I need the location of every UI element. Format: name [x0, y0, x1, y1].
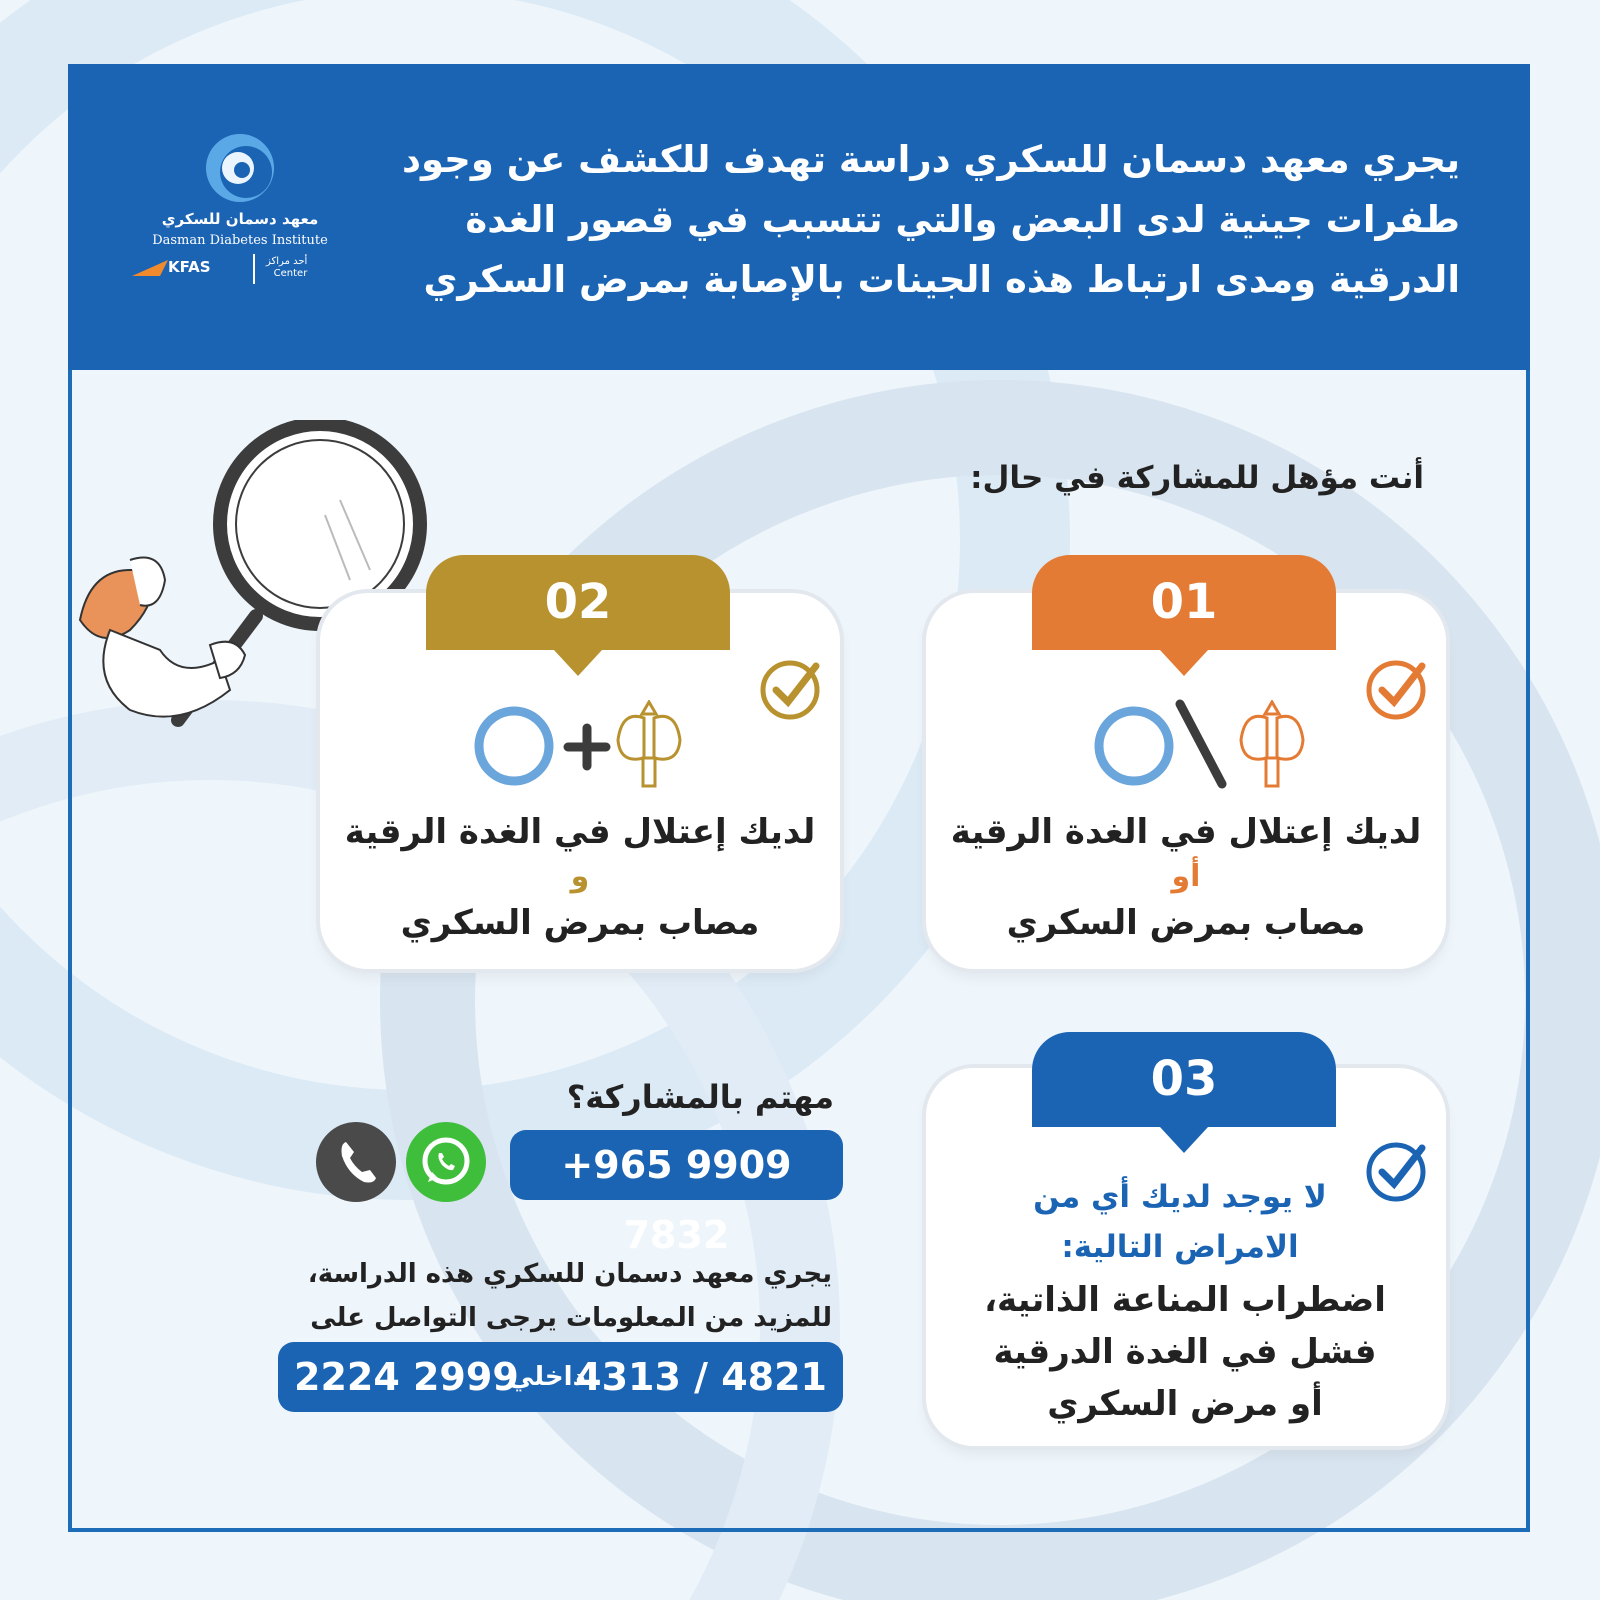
- study-headline: يجري معهد دسمان للسكري دراسة تهدف للكشف عن وجود طفرات جينية لدى البعض والتي تتسبب في قصور الغدة الدرقية ومدى ارتباط هذه الجينات بالإصابة بمرض السكري: [402, 138, 1460, 301]
- slash-icon: [1172, 696, 1232, 796]
- whatsapp-icon[interactable]: [406, 1122, 486, 1202]
- logo-center-en: Center: [273, 268, 308, 279]
- eligibility-title: أنت مؤهل للمشاركة في حال:: [970, 460, 1424, 496]
- card-01-text: [946, 808, 1426, 948]
- institute-logo: [140, 130, 340, 310]
- card-03-number: 03: [1150, 1051, 1218, 1107]
- logo-center-ar: أحد مراكز: [266, 256, 308, 267]
- kfas-label: KFAS: [168, 258, 211, 276]
- card-01-connector: أو: [1171, 859, 1201, 894]
- landline-pill[interactable]: [278, 1342, 843, 1412]
- diabetes-ring-icon: [1090, 700, 1180, 790]
- whatsapp-glyph-icon: [406, 1122, 486, 1202]
- contact-info: يجري معهد دسمان للسكري هذه الدراسة، للمزيد من المعلومات يرجى التواصل على: [307, 1259, 832, 1333]
- card-01-number: 01: [1150, 574, 1218, 630]
- thyroid-icon: [1237, 700, 1307, 790]
- kfas-wing-icon: [130, 258, 170, 280]
- logo-english-name: Dasman Diabetes Institute: [152, 233, 328, 248]
- card-02-tab: [426, 555, 730, 650]
- card-02-text: [340, 808, 820, 948]
- extension-numbers: 4313 / 4821: [575, 1355, 827, 1399]
- card-03-highlight: لا يوجد لديك أي من الامراض التالية:: [1033, 1179, 1327, 1265]
- card-01-line1: لديك إعتلال في الغدة الرقية: [950, 812, 1422, 852]
- card-03-tab: [1032, 1032, 1336, 1127]
- logo-arabic-name: معهد دسمان للسكري: [161, 210, 319, 228]
- phone-handset-icon: [316, 1122, 396, 1202]
- check-icon: [1366, 654, 1432, 720]
- card-02-number: 02: [544, 574, 612, 630]
- card-03-body: اضطراب المناعة الذاتية، فشل في الغدة الدرقية أو مرض السكري: [984, 1280, 1386, 1424]
- check-icon: [1366, 1136, 1432, 1202]
- phone-icon[interactable]: [316, 1122, 396, 1202]
- thyroid-icon: [614, 700, 684, 790]
- plus-icon: [562, 722, 612, 772]
- logo-center-label: [266, 256, 307, 280]
- logo-divider: [253, 254, 255, 284]
- card-01-line2: مصاب بمرض السكري: [1006, 903, 1366, 943]
- contact-question: مهتم بالمشاركة؟: [566, 1078, 834, 1116]
- card-01-notch: [1160, 650, 1208, 676]
- card-02-connector: و: [570, 859, 590, 894]
- phone-number-pill[interactable]: [510, 1130, 843, 1257]
- phone-number: +965 9909 7832: [561, 1143, 792, 1257]
- diabetes-ring-icon: [470, 700, 560, 790]
- card-01-tab: [1032, 555, 1336, 650]
- card-02-notch: [554, 650, 602, 676]
- card-02-line2: مصاب بمرض السكري: [400, 903, 760, 943]
- extension-label: داخلي: [508, 1362, 586, 1392]
- card-02-line1: لديك إعتلال في الغدة الرقية: [344, 812, 816, 852]
- landline-number: 2224 2999: [294, 1355, 519, 1399]
- logo-swirl-icon: [140, 130, 340, 210]
- check-icon: [760, 654, 826, 720]
- card-03-notch: [1160, 1127, 1208, 1153]
